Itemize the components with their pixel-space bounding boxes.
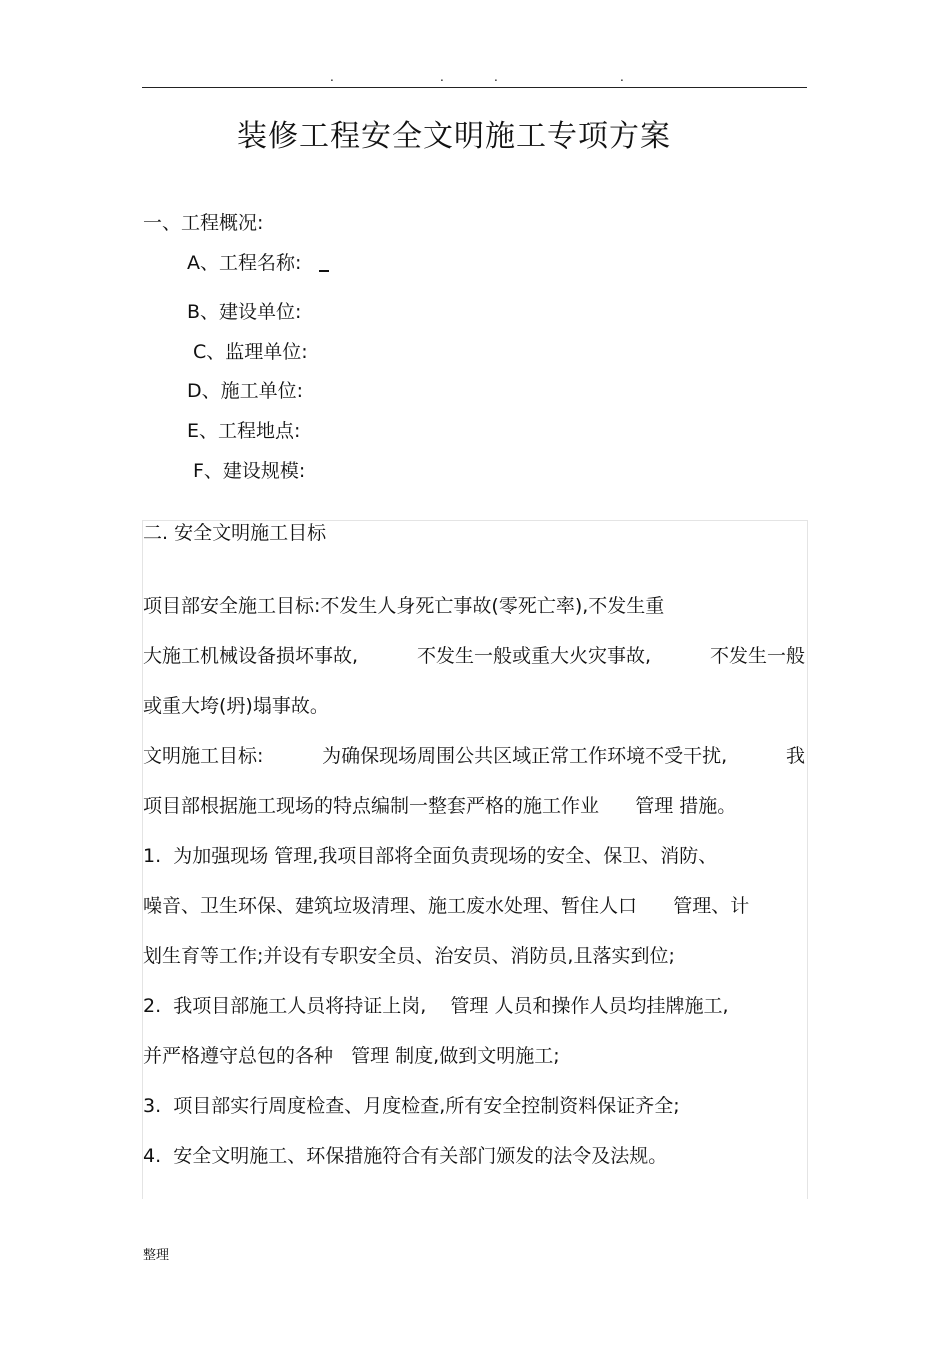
header-rule bbox=[142, 87, 807, 88]
section2-body bbox=[143, 593, 805, 1193]
page-footer: 整理 bbox=[143, 1248, 170, 1263]
header-dot: . bbox=[440, 70, 444, 84]
text-fragment: 大施工机械设备损坏事故, bbox=[143, 645, 359, 667]
project-scale-label: F、建设规模: bbox=[193, 460, 306, 482]
text-fragment: 文明施工目标: bbox=[143, 745, 264, 767]
section2-heading: 二. 安全文明施工目标 bbox=[143, 522, 327, 544]
point-line: 1. 为加强现场 管理,我项目部将全面负责现场的安全、保卫、消防、 bbox=[143, 845, 718, 867]
point-line: 并严格遵守总包的各种 管理 制度,做到文明施工; bbox=[143, 1045, 560, 1067]
safety-goal-line bbox=[143, 643, 805, 693]
point-line: 噪音、卫生环保、建筑垃圾清理、施工废水处理、暂住人口 管理、计 bbox=[143, 895, 750, 917]
project-name-field bbox=[187, 250, 329, 276]
header-dot: . bbox=[330, 70, 334, 84]
point-line: 3. 项目部实行周度检查、月度检查,所有安全控制资料保证齐全; bbox=[143, 1095, 680, 1117]
construction-unit-label: B、建设单位: bbox=[187, 301, 302, 323]
civil-goal-line bbox=[143, 743, 805, 793]
text-fragment: 不发生一般 bbox=[709, 645, 805, 667]
safety-goal-line: 项目部安全施工目标:不发生人身死亡事故(零死亡率),不发生重 bbox=[143, 595, 665, 617]
contractor-unit-label: D、施工单位: bbox=[187, 380, 304, 402]
point-line: 2. 我项目部施工人员将持证上岗, 管理 人员和操作人员均挂牌施工, bbox=[143, 995, 729, 1017]
blank-underline bbox=[319, 254, 329, 272]
header-dot: . bbox=[494, 70, 498, 84]
section1-heading: 一、工程概况: bbox=[143, 212, 264, 234]
text-fragment: 不发生一般或重大火灾事故, bbox=[416, 645, 652, 667]
text-fragment: 为确保现场周围公共区域正常工作环境不受干扰, bbox=[322, 745, 728, 767]
project-name-label: A、工程名称: bbox=[187, 252, 302, 274]
point-line: 划生育等工作;并设有专职安全员、治安员、消防员,且落实到位; bbox=[143, 945, 675, 967]
document-title: 装修工程安全文明施工专项方案 bbox=[237, 119, 671, 154]
header-dots bbox=[0, 70, 950, 84]
supervision-unit-label: C、监理单位: bbox=[193, 341, 308, 363]
point-line: 4. 安全文明施工、环保措施符合有关部门颁发的法令及法规。 bbox=[143, 1145, 668, 1167]
text-fragment: 我 bbox=[785, 745, 805, 767]
civil-goal-line: 项目部根据施工现场的特点编制一整套严格的施工作业 管理 措施。 bbox=[143, 795, 737, 817]
project-location-label: E、工程地点: bbox=[187, 420, 301, 442]
header-dot: . bbox=[620, 70, 624, 84]
safety-goal-line: 或重大垮(坍)塌事故。 bbox=[143, 695, 329, 717]
